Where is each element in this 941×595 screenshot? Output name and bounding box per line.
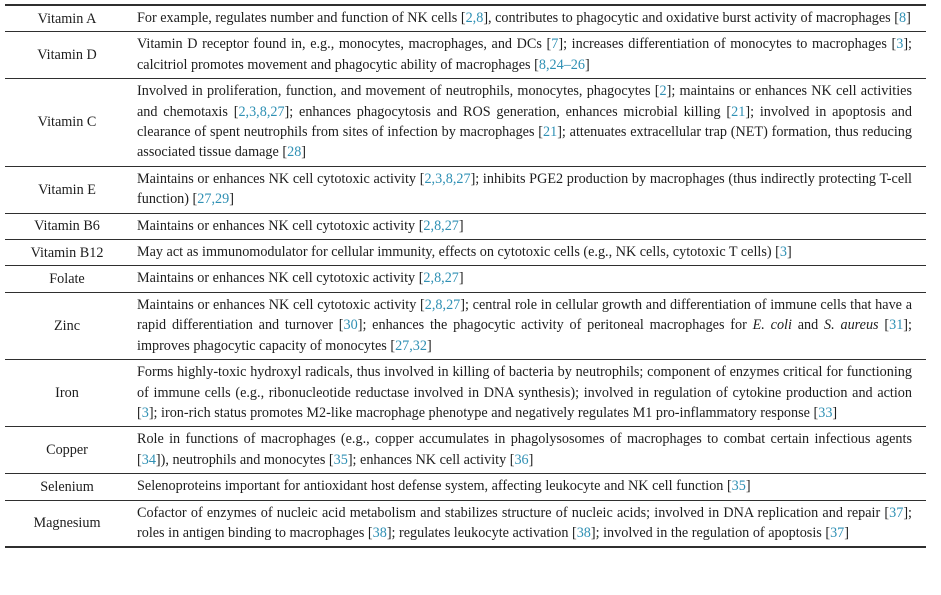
citation-ref: 37	[889, 504, 904, 521]
function-description-cell	[129, 474, 926, 500]
table-row	[5, 5, 926, 32]
citation-ref: 3	[141, 404, 149, 421]
description-text: ]	[745, 478, 751, 495]
table-row	[5, 32, 926, 79]
description-text: ]; iron-rich status promotes M2-like macrophage phenotype and negatively regulates M1 pro-inflammatory response [	[148, 404, 819, 421]
description-text: Vitamin D receptor found in, e.g., monocytes, macrophages, and DCs [	[137, 36, 552, 53]
description-text: ]	[844, 524, 849, 541]
table-row	[5, 427, 926, 474]
description-text: For example, regulates number and function of NK cells [	[137, 10, 466, 26]
nutrient-name-cell: Magnesium	[33, 515, 101, 532]
citation-ref: 28	[287, 144, 302, 161]
description-text: and	[791, 317, 825, 334]
description-text: ]	[832, 404, 838, 421]
description-text: ]; regulates leukocyte activation [	[386, 524, 577, 541]
function-description-cell	[129, 240, 926, 266]
citation-ref: 27,32	[395, 337, 427, 354]
function-description-cell	[129, 213, 926, 239]
description-text: ]; involved in apoptosis and clearance of spent neutrophils from sites of infection by macrophages [	[137, 103, 912, 141]
nutrient-name-cell: Zinc	[54, 317, 80, 334]
description-text: Maintains or enhances NK cell cytotoxic activity [	[137, 217, 424, 234]
citation-ref: 2,8,27	[423, 270, 459, 287]
nutrient-immune-function-table	[5, 4, 926, 548]
description-text: ]; involved in the regulation of apoptosis [	[590, 524, 831, 541]
citation-ref: 3	[896, 36, 904, 53]
function-description-cell	[129, 266, 926, 292]
nutrient-name-cell: Iron	[55, 385, 79, 401]
citation-ref: 35	[731, 478, 746, 495]
citation-ref: 21	[543, 124, 558, 141]
nutrient-name-cell: Vitamin A	[37, 10, 97, 27]
table-row	[5, 360, 926, 427]
nutrient-name-cell: Vitamin E	[38, 181, 96, 198]
function-description-cell	[129, 500, 926, 547]
function-description-cell	[129, 360, 926, 427]
description-text: ]; enhances phagocytosis and ROS generation, enhances microbial killing [	[284, 103, 732, 120]
citation-ref: 21	[731, 103, 746, 120]
description-text: ]	[786, 244, 792, 261]
description-text: ]	[528, 451, 534, 468]
citation-ref: 31	[889, 317, 904, 334]
citation-ref: 2	[659, 83, 667, 100]
description-text: ]; increases differentiation of monocytes to macrophages [	[558, 36, 897, 53]
citation-ref: 2,8,27	[424, 296, 461, 313]
citation-ref: 38	[576, 524, 591, 541]
description-text: Maintains or enhances NK cell cytotoxic activity [	[137, 170, 425, 187]
citation-ref: 38	[372, 524, 387, 541]
function-description-cell	[129, 166, 926, 213]
citation-ref: 37	[830, 524, 845, 541]
description-text: ]; enhances the phagocytic activity of peritoneal macrophages for	[357, 317, 753, 334]
description-text: Selenoproteins important for antioxidant host defense system, affecting leukocyte and NK cell function [	[137, 478, 732, 495]
description-text: ]	[458, 217, 464, 234]
description-text: ]; calcitriol promotes movement and phagocytic ability of macrophages [	[137, 36, 912, 73]
table-row	[5, 474, 926, 500]
species-name-italic: S. aureus	[824, 317, 879, 334]
description-text: Cofactor of enzymes of nucleic acid metabolism and stabilizes structure of nucleic acids; involved in DNA replication and repair [	[137, 504, 890, 521]
function-description-cell	[129, 5, 926, 32]
table-row	[5, 292, 926, 359]
function-description-cell	[129, 427, 926, 474]
table-row	[5, 266, 926, 292]
table-row	[5, 213, 926, 239]
nutrient-name-cell: Copper	[46, 442, 88, 459]
citation-ref: 3	[779, 244, 787, 261]
description-text: Role in functions of macrophages (e.g., copper accumulates in phagolysosomes of macrophages to combat certain infectious agents [	[137, 431, 912, 468]
citation-ref: 27,29	[197, 191, 230, 208]
nutrient-name-cell: Selenium	[40, 478, 94, 495]
citation-ref: 30	[343, 317, 358, 334]
nutrient-name-cell: Folate	[49, 270, 85, 287]
description-text: ]	[458, 270, 464, 287]
citation-ref: 2,3,8,27	[424, 170, 471, 187]
citation-ref: 2,8	[465, 10, 484, 26]
description-text: ]	[301, 144, 307, 161]
function-description-cell	[129, 32, 926, 79]
description-text: ]; attenuates extracellular trap (NET) formation, thus reducing associated tissue damage [	[137, 124, 912, 161]
function-description-cell	[129, 292, 926, 359]
citation-ref: 8	[898, 10, 907, 26]
description-text: ]; maintains or enhances NK cell activities and chemotaxis [	[137, 83, 913, 120]
description-text: ]; enhances NK cell activity [	[347, 451, 515, 468]
nutrient-name-cell: Vitamin B6	[34, 218, 100, 235]
citation-ref: 2,3,8,27	[238, 103, 285, 120]
citation-ref: 33	[818, 404, 833, 421]
description-text: ]	[426, 337, 432, 354]
nutrient-name-cell: Vitamin D	[37, 47, 97, 64]
citation-ref: 34	[141, 451, 156, 468]
description-text: ]	[906, 10, 911, 26]
citation-ref: 2,8,27	[423, 217, 459, 234]
citation-ref: 7	[551, 36, 559, 53]
nutrient-name-cell: Vitamin C	[37, 114, 97, 131]
table-row	[5, 500, 926, 547]
table-row	[5, 240, 926, 266]
description-text: Involved in proliferation, function, and movement of neutrophils, monocytes, phagocytes [	[137, 83, 660, 100]
description-text: [	[878, 317, 890, 334]
description-text: Maintains or enhances NK cell cytotoxic activity [	[137, 296, 425, 313]
description-text: Forms highly-toxic hydroxyl radicals, thus involved in killing of bacteria by neutrophils; component of enzymes critical for functioning of immune cells (e.g., ribonucleotide reductase involved in DNA synthesis); involved in regulation of cytokine production and action [	[137, 364, 912, 421]
description-text: ]; roles in antigen binding to macrophages [	[137, 504, 912, 541]
citation-ref: 36	[514, 451, 529, 468]
description-text: Maintains or enhances NK cell cytotoxic activity [	[137, 270, 424, 287]
description-text: ]	[229, 191, 234, 208]
citation-ref: 8,24–26	[538, 56, 585, 73]
citation-ref: 35	[333, 451, 348, 468]
description-text: May act as immunomodulator for cellular immunity, effects on cytotoxic cells (e.g., NK cells, cytotoxic T cells) [	[137, 244, 780, 261]
description-text: ]), neutrophils and monocytes [	[155, 451, 334, 468]
nutrient-name-cell: Vitamin B12	[30, 244, 104, 261]
nutrient-table-body	[5, 5, 926, 547]
function-description-cell	[129, 79, 926, 167]
description-text: ], contributes to phagocytic and oxidative burst activity of macrophages [	[483, 10, 899, 26]
table-row	[5, 79, 926, 167]
description-text: ]; inhibits PGE2 production by macrophages (thus indirectly protecting T-cell function) [	[137, 170, 913, 208]
description-text: ]	[584, 56, 590, 73]
table-row	[5, 166, 926, 213]
species-name-italic: E. coli	[752, 317, 792, 334]
description-text: ]; central role in cellular growth and differentiation of immune cells that have a rapid differentiation and turnover [	[137, 296, 913, 334]
description-text: ]; improves phagocytic capacity of monocytes [	[137, 317, 912, 354]
